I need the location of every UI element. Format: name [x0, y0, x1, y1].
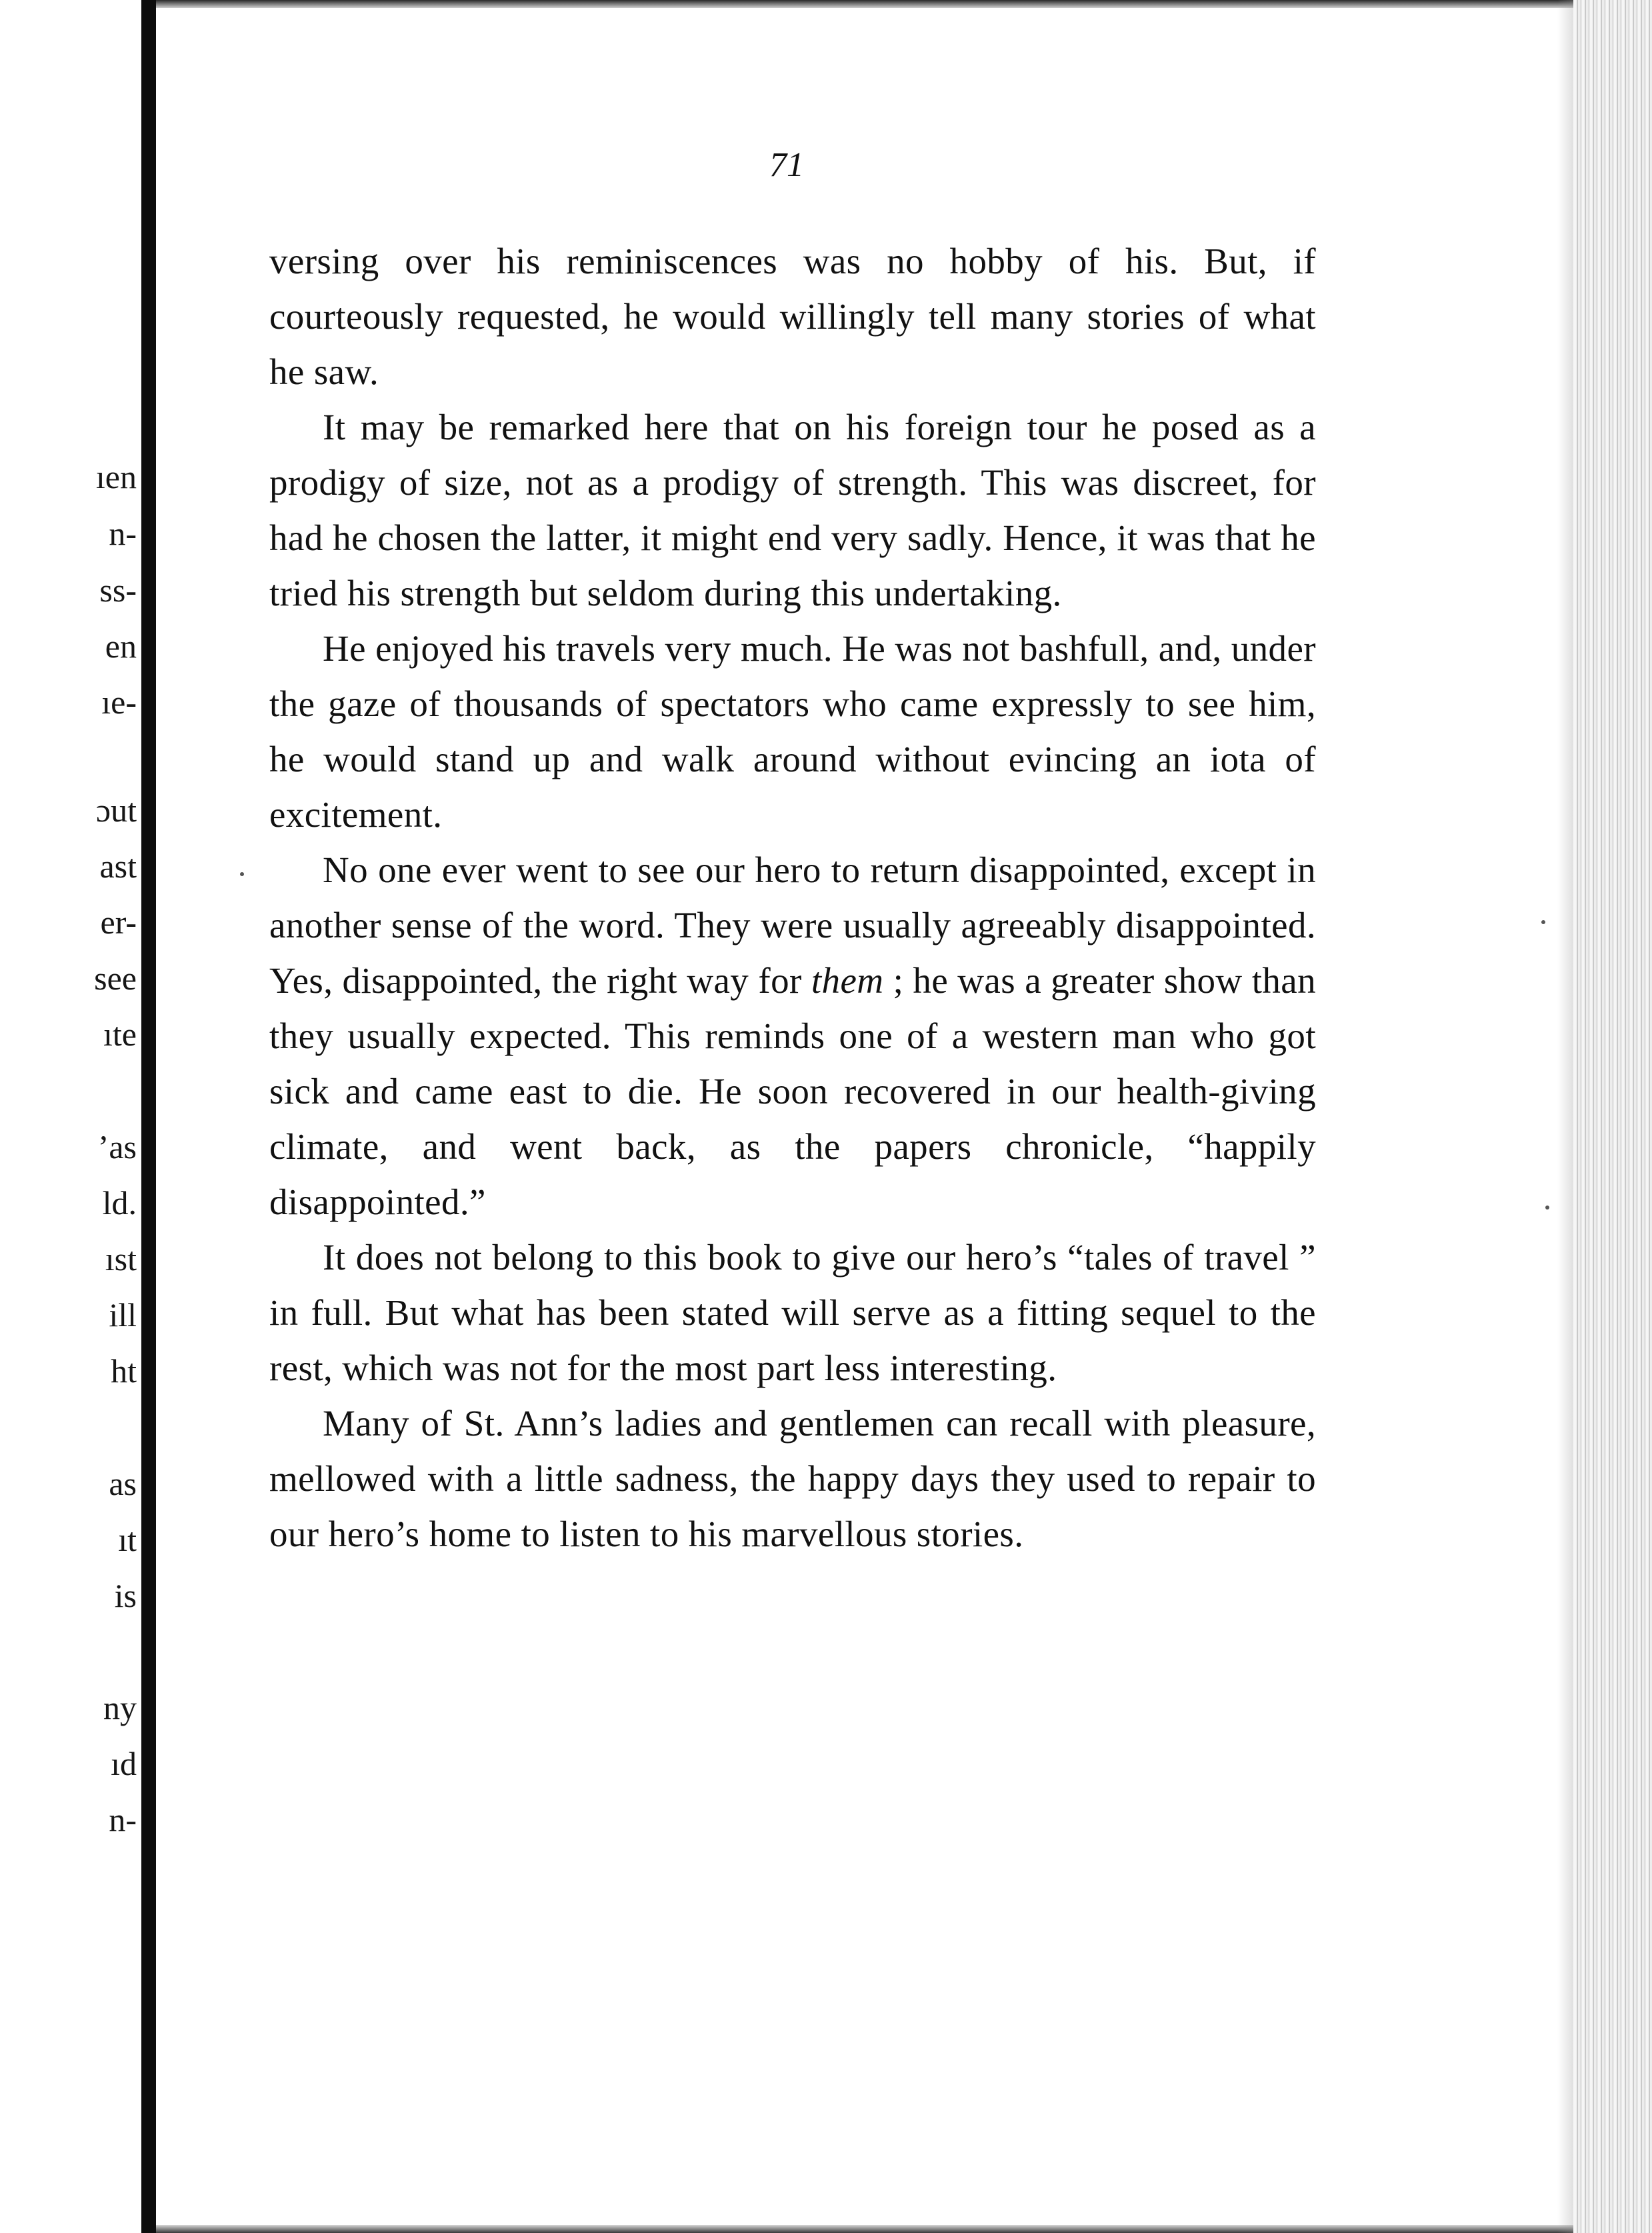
- paragraph: [269, 842, 1316, 1230]
- left-fragment-line: ıen: [95, 458, 137, 495]
- paragraph: versing over his reminiscences was no hobby of his. But, if courteously requested, he would willingly tell many stories of what he saw.: [269, 241, 1316, 392]
- page-bottom-edge: [156, 2225, 1652, 2233]
- left-fragment-line: er-: [100, 903, 137, 941]
- ink-speck: [240, 872, 244, 876]
- paragraph: He enjoyed his travels very much. He was not bashfull, and, under the gaze of thousands of spectators who came expressly to see him, he would stand up and walk around without evincing an iota of excitement.: [269, 628, 1316, 835]
- left-fragment-line: ıe-: [101, 683, 137, 721]
- left-fragment-line: see: [94, 959, 137, 997]
- left-fragment-line: ill: [109, 1296, 137, 1334]
- left-fragment-line: ɔut: [95, 791, 137, 829]
- paragraph: It may be remarked here that on his foreign tour he posed as a prodigy of size, not as a prodigy of strength. This was discreet, for had he chosen the latter, it might end very sadly. Hence, it was that he tried his strength but seldom during this undertaking.: [269, 407, 1316, 613]
- left-fragment-line: n-: [109, 515, 137, 552]
- page-number: 71: [769, 146, 804, 184]
- paragraph-text: No one ever went to see our hero to return disappointed, except in another sense of the word. They were usually agreeably disappointed. Yes, disappointed, the right way for: [269, 849, 1316, 1001]
- left-fragment-line: ny: [103, 1689, 137, 1726]
- left-fragment-line: ıst: [105, 1240, 137, 1278]
- paragraph: Many of St. Ann’s ladies and gentlemen can recall with pleasure, mellowed with a little sadness, the happy days they used to repair to our hero’s home to listen to his marvellous stories.: [269, 1403, 1316, 1554]
- left-fragment-line: ıte: [103, 1015, 137, 1053]
- left-fragment-line: ld.: [102, 1184, 137, 1222]
- left-fragment-line: ast: [99, 847, 137, 885]
- left-fragment-line: ıt: [118, 1521, 137, 1558]
- left-fragment-line: is: [114, 1577, 137, 1614]
- page-top-edge: [156, 0, 1629, 8]
- left-fragment-line: ʼas: [97, 1128, 137, 1166]
- italic-word: them: [811, 960, 884, 1001]
- page-stack-edge: [1573, 0, 1652, 2233]
- left-fragment-line: ss-: [99, 571, 137, 609]
- paragraph-text: ; he was a greater show than they usually expected. This reminds one of a western man who got sick and came east to die. He soon recovered in our health-giving climate, and went back, as the papers chronicle, “happily disappointed.”: [269, 960, 1317, 1222]
- body-text: [269, 233, 1316, 1562]
- binding-gutter: [141, 0, 156, 2233]
- left-fragment-line: en: [105, 627, 137, 665]
- left-fragment-line: n-: [109, 1801, 137, 1838]
- paragraph: It does not belong to this book to give our hero’s “tales of travel ” in full. But what has been stated will serve as a fitting sequel to the rest, which was not for the most part less interesting.: [269, 1237, 1316, 1388]
- left-page-fragment: [0, 0, 141, 2233]
- ink-speck: [1541, 920, 1545, 924]
- ink-speck: [1545, 1206, 1549, 1210]
- left-fragment-line: ht: [111, 1352, 137, 1390]
- left-fragment-line: as: [109, 1465, 137, 1502]
- left-fragment-line: ıd: [111, 1745, 137, 1782]
